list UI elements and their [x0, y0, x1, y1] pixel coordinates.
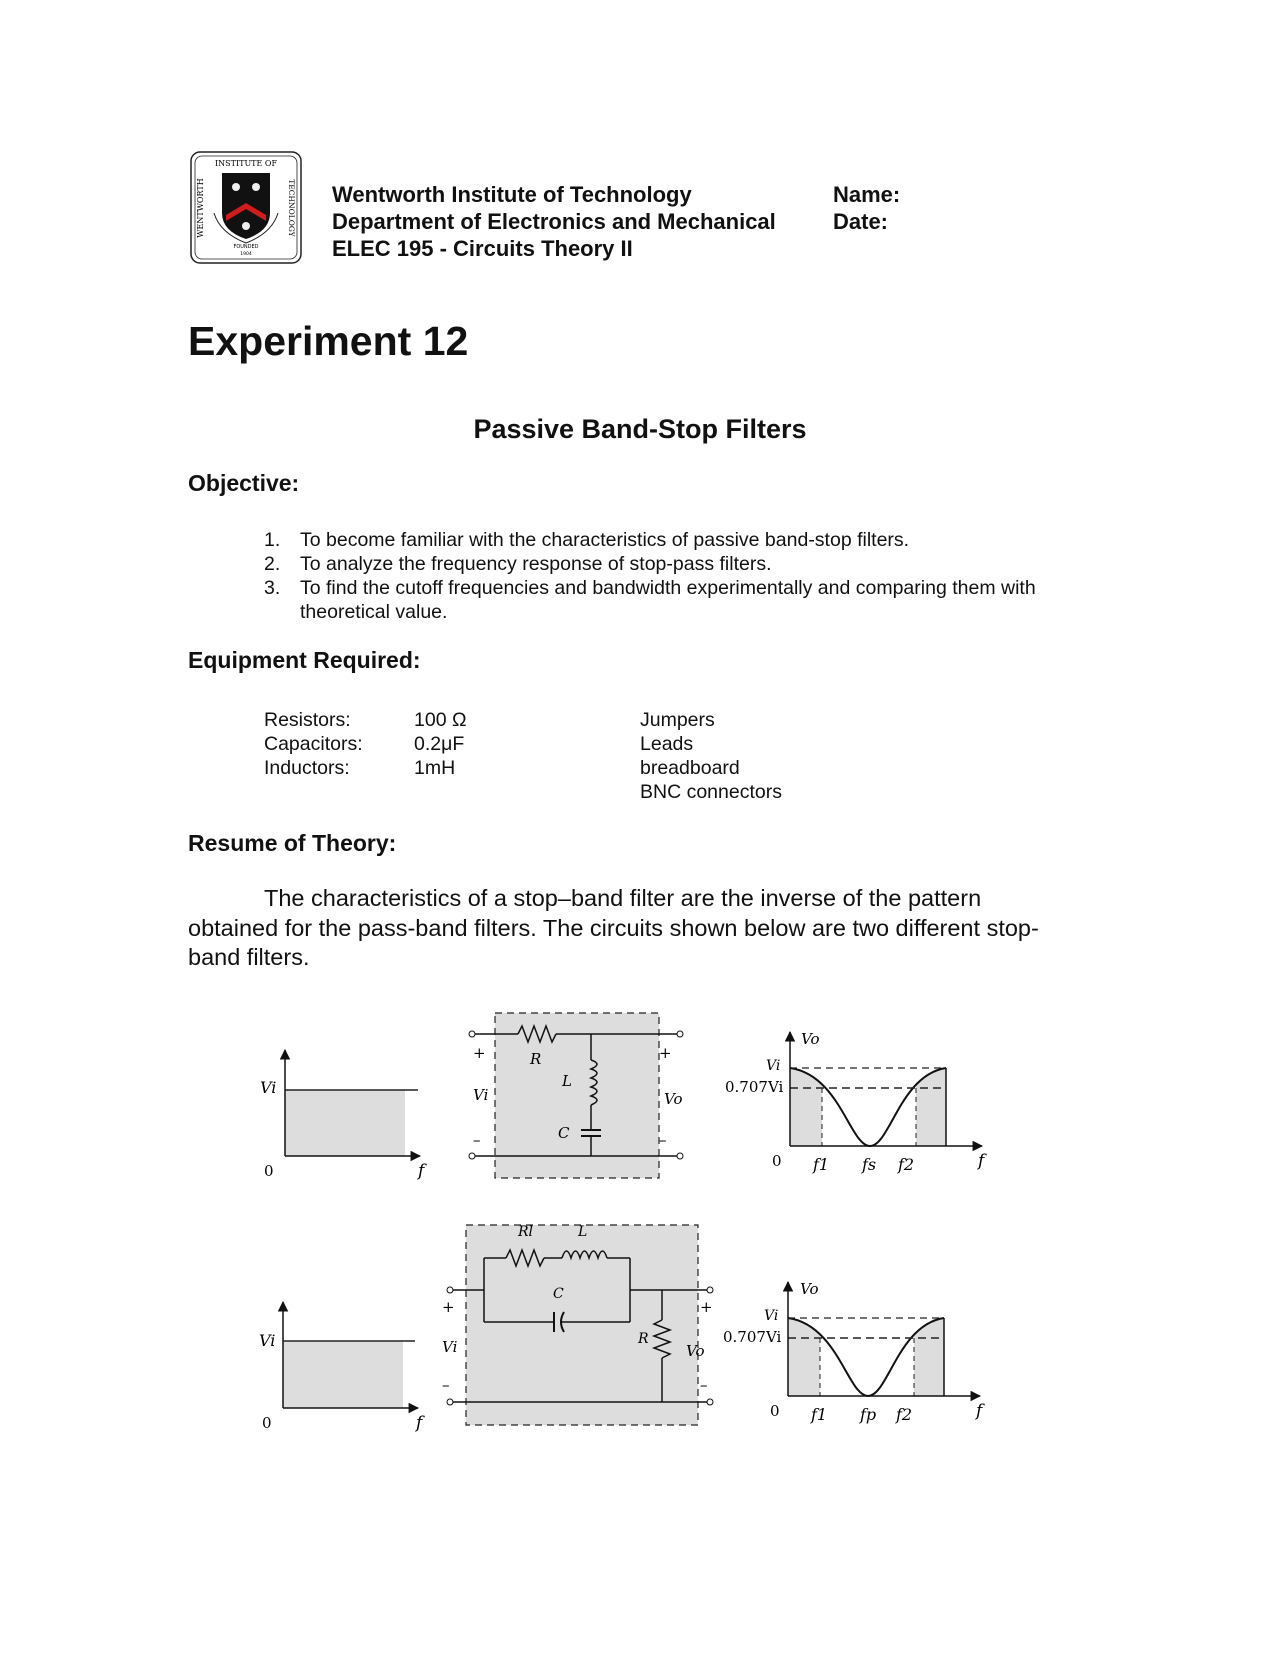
plus-sign: +	[659, 1044, 672, 1062]
resistor-label: R	[530, 1050, 542, 1068]
origin-label: 0	[772, 1152, 782, 1170]
equipment-label: Capacitors:	[264, 733, 363, 755]
inductor-label: L	[578, 1224, 588, 1240]
cutoff-level-label: 0.707Vi	[723, 1328, 782, 1346]
freq-label: f	[418, 1161, 425, 1181]
response-graph-top	[725, 1030, 987, 1174]
list-text: To find the cutoff frequencies and bandwidth experimentally and comparing them with theoretical value.	[300, 577, 1036, 623]
date-label: Date:	[833, 209, 889, 234]
list-number: 1.	[264, 529, 281, 551]
equipment-misc	[640, 708, 782, 804]
course-name: ELEC 195 - Circuits Theory II	[332, 236, 633, 261]
list-number: 3.	[264, 577, 281, 599]
input-voltage-label: Vi	[442, 1338, 458, 1356]
origin-label: 0	[770, 1402, 780, 1420]
logo-left-text: WENTWORTH	[196, 178, 205, 238]
freq-label: f	[978, 1151, 985, 1171]
objective-heading: Objective:	[188, 470, 300, 496]
input-graph-top	[260, 1050, 427, 1181]
logo-top-text: INSTITUTE OF	[214, 159, 278, 168]
center-frequency-label: fs	[862, 1155, 877, 1174]
list-text: To become familiar with the characteristics of passive band-stop filters.	[300, 529, 910, 551]
equipment-misc-item: Leads	[640, 733, 694, 755]
equipment-label: Inductors:	[264, 757, 350, 779]
input-voltage-label: Vi	[473, 1086, 489, 1104]
theory-text: The characteristics of a stop–band filter are the inverse of the pattern obtained for the pass-band filters. The circuits shown below are two different stop-band filters.	[188, 885, 1039, 970]
input-graph-bottom	[259, 1302, 425, 1433]
list-item	[264, 528, 1064, 552]
logo-bottom-text: FOUNDED	[233, 244, 259, 250]
name-label: Name:	[833, 182, 901, 207]
name-date-block	[833, 181, 900, 235]
circuit-series-rlc	[469, 1013, 683, 1178]
header-block	[332, 181, 776, 262]
institute-logo	[190, 151, 302, 264]
logo-year: 1904	[240, 252, 252, 257]
department-name: Department of Electronics and Mechanical	[332, 209, 776, 234]
vi-level-label: Vi	[766, 1058, 781, 1074]
origin-label: 0	[262, 1414, 272, 1432]
load-resistor-label: R	[638, 1331, 649, 1347]
minus-sign: –	[442, 1376, 450, 1394]
logo-right-text: TECHNOLOGY	[287, 179, 296, 237]
equipment-labels	[264, 708, 363, 780]
circuit-parallel-lc	[442, 1224, 713, 1425]
output-axis-label: Vo	[800, 1280, 819, 1298]
list-item	[264, 552, 1064, 576]
output-voltage-label: Vo	[686, 1342, 705, 1360]
response-graph-bottom	[723, 1280, 985, 1424]
resistor-label: Rl	[518, 1224, 534, 1240]
minus-sign: –	[659, 1131, 667, 1149]
equipment-misc-item: BNC connectors	[640, 781, 782, 803]
f1-label: f1	[811, 1405, 828, 1424]
output-axis-label: Vo	[801, 1030, 820, 1048]
filter-figures	[240, 1000, 1020, 1470]
f2-label: f2	[896, 1405, 913, 1424]
experiment-title: Experiment 12	[188, 318, 469, 364]
f1-label: f1	[813, 1155, 830, 1174]
plus-sign: +	[700, 1298, 713, 1316]
cutoff-level-label: 0.707Vi	[725, 1078, 784, 1096]
freq-label: f	[976, 1401, 983, 1421]
inductor-label: L	[562, 1072, 572, 1090]
freq-label: f	[416, 1413, 423, 1433]
input-label: Vi	[259, 1331, 276, 1350]
equipment-value: 0.2μF	[414, 733, 465, 755]
output-voltage-label: Vo	[664, 1090, 683, 1108]
equipment-value: 1mH	[414, 757, 456, 779]
capacitor-label: C	[553, 1286, 564, 1302]
plus-sign: +	[442, 1298, 455, 1316]
capacitor-label: C	[558, 1124, 570, 1142]
input-label: Vi	[260, 1078, 277, 1097]
f2-label: f2	[898, 1155, 915, 1174]
plus-sign: +	[473, 1044, 486, 1062]
equipment-value: 100 Ω	[414, 709, 467, 731]
objective-list	[264, 528, 1064, 624]
equipment-label: Resistors:	[264, 709, 351, 731]
equipment-misc-item: breadboard	[640, 757, 740, 779]
list-item	[264, 576, 1064, 624]
minus-sign: –	[700, 1376, 708, 1394]
list-text: To analyze the frequency response of stop-pass filters.	[300, 553, 772, 575]
equipment-misc-item: Jumpers	[640, 709, 715, 731]
equipment-values	[414, 708, 467, 780]
page-subtitle: Passive Band-Stop Filters	[473, 414, 807, 444]
vi-level-label: Vi	[764, 1308, 779, 1324]
equipment-heading: Equipment Required:	[188, 647, 421, 673]
theory-heading: Resume of Theory:	[188, 830, 397, 856]
list-number: 2.	[264, 553, 281, 575]
center-frequency-label: fp	[860, 1405, 877, 1424]
minus-sign: –	[473, 1131, 481, 1149]
origin-label: 0	[264, 1162, 274, 1180]
theory-paragraph	[188, 884, 1068, 973]
institution-name: Wentworth Institute of Technology	[332, 182, 692, 207]
